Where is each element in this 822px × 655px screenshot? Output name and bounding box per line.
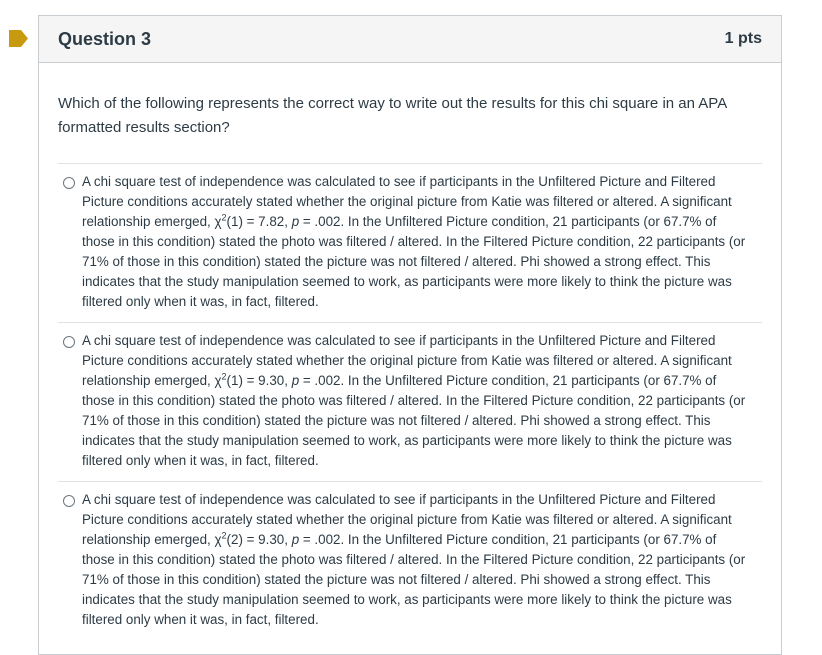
question-header — [39, 16, 781, 63]
answer-radio-2[interactable] — [63, 336, 75, 348]
answer-radio-3[interactable] — [63, 495, 75, 507]
question-text: Which of the following represents the correct way to write out the results for this chi square in an APA formatted results section? — [58, 95, 727, 136]
answer-text-2[interactable]: A chi square test of independence was calculated to see if participants in the Unfiltered Picture and Filtered Picture conditions accurately stated whether the original picture from Katie was filtered or altered. A significant relationship emerged, $\chi^2(1) = 9.30$, p = .002. In the Unfiltered Picture condition, 21 participants (or 67.7% of those in this condition) stated the photo was filtered / altered. In the Filtered Picture condition, 22 participants (or 71% of those in this condition) stated the picture was not filtered / altered. Phi showed a strong effect. This indicates that the study manipulation seemed to work, as participants were more likely to think the picture was filtered only when it was, in fact, filtered. — [82, 333, 746, 468]
flag-icon — [9, 30, 28, 47]
question-body — [39, 92, 781, 640]
answer-option-2[interactable] — [58, 322, 762, 481]
question-card — [38, 15, 782, 655]
answer-option-3[interactable] — [58, 481, 762, 640]
answer-radio-1[interactable] — [63, 177, 75, 189]
answer-list — [58, 163, 762, 640]
answer-text-1[interactable]: A chi square test of independence was calculated to see if participants in the Unfiltered Picture and Filtered Picture conditions accurately stated whether the original picture from Katie was filtered or altered. A significant relationship emerged, $\chi^2(1) = 7.82$, p = .002. In the Unfiltered Picture condition, 21 participants (or 67.7% of those in this condition) stated the photo was filtered / altered. In the Filtered Picture condition, 22 participants (or 71% of those in this condition) stated the picture was not filtered / altered. Phi showed a strong effect. This indicates that the study manipulation seemed to work, as participants were more likely to think the picture was filtered only when it was, in fact, filtered. — [82, 174, 746, 309]
answer-text-3[interactable]: A chi square test of independence was calculated to see if participants in the Unfiltered Picture and Filtered Picture conditions accurately stated whether the original picture from Katie was filtered or altered. A significant relationship emerged, $\chi^2(2) = 9.30$, p = .002. In the Unfiltered Picture condition, 21 participants (or 67.7% of those in this condition) stated the photo was filtered / altered. In the Filtered Picture condition, 22 participants (or 71% of those in this condition) stated the picture was not filtered / altered. Phi showed a strong effect. This indicates that the study manipulation seemed to work, as participants were more likely to think the picture was filtered only when it was, in fact, filtered. — [82, 492, 746, 627]
question-points: 1 pts — [724, 30, 762, 47]
question-title: Question 3 — [58, 28, 152, 49]
answer-option-1[interactable] — [58, 163, 762, 322]
